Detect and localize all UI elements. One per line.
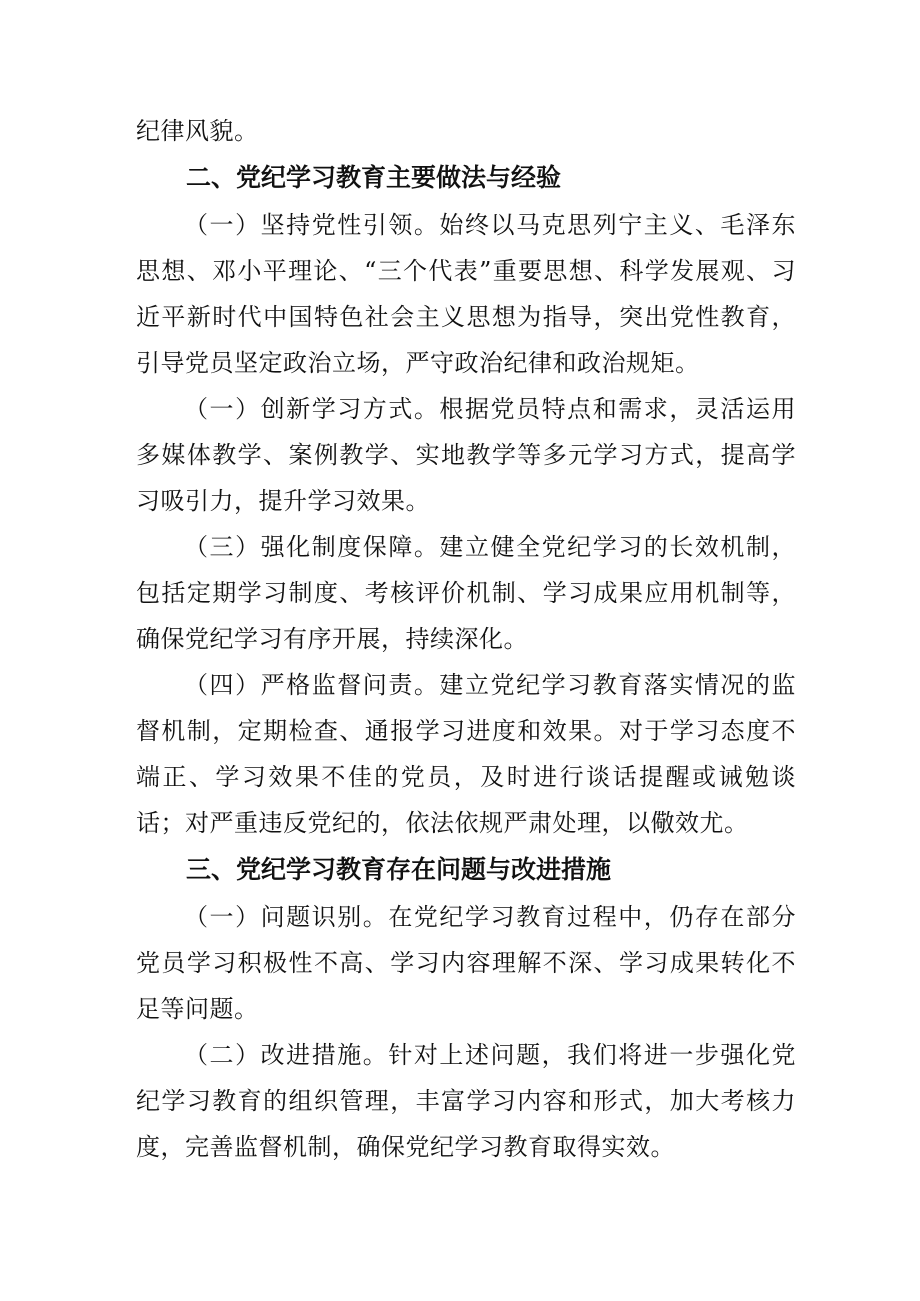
section-heading-2: 二、党纪学习教育主要做法与经验	[186, 163, 562, 192]
continuation-text: 纪律风貌。	[136, 117, 259, 145]
section-heading-3: 三、党纪学习教育存在问题与改进措施	[186, 855, 612, 884]
paragraph: （二）改进措施。针对上述问题，我们将进一步强化党纪学习教育的组织管理，丰富学习内容和形式，加大考核力度，完善监督机制，确保党纪学习教育取得实效。	[136, 1041, 796, 1161]
paragraph: （三）强化制度保障。建立健全党纪学习的长效机制，包括定期学习制度、考核评价机制、学习成果应用机制等，确保党纪学习有序开展，持续深化。	[136, 533, 796, 653]
paragraph: （一）问题识别。在党纪学习教育过程中，仍存在部分党员学习积极性不高、学习内容理解不深、学习成果转化不足等问题。	[136, 903, 796, 1023]
document-body	[136, 108, 796, 1170]
paragraph: （一）坚持党性引领。始终以马克思列宁主义、毛泽东思想、邓小平理论、“三个代表”重要思想、科学发展观、习近平新时代中国特色社会主义思想为指导，突出党性教育，引导党员坚定政治立场，严守政治纪律和政治规矩。	[136, 211, 796, 377]
paragraph: （一）创新学习方式。根据党员特点和需求，灵活运用多媒体教学、案例教学、实地教学等多元学习方式，提高学习吸引力，提升学习效果。	[136, 395, 796, 515]
paragraph: （四）严格监督问责。建立党纪学习教育落实情况的监督机制，定期检查、通报学习进度和效果。对于学习态度不端正、学习效果不佳的党员，及时进行谈话提醒或诫勉谈话；对严重违反党纪的，依法依规严肃处理，以儆效尤。	[136, 671, 796, 837]
